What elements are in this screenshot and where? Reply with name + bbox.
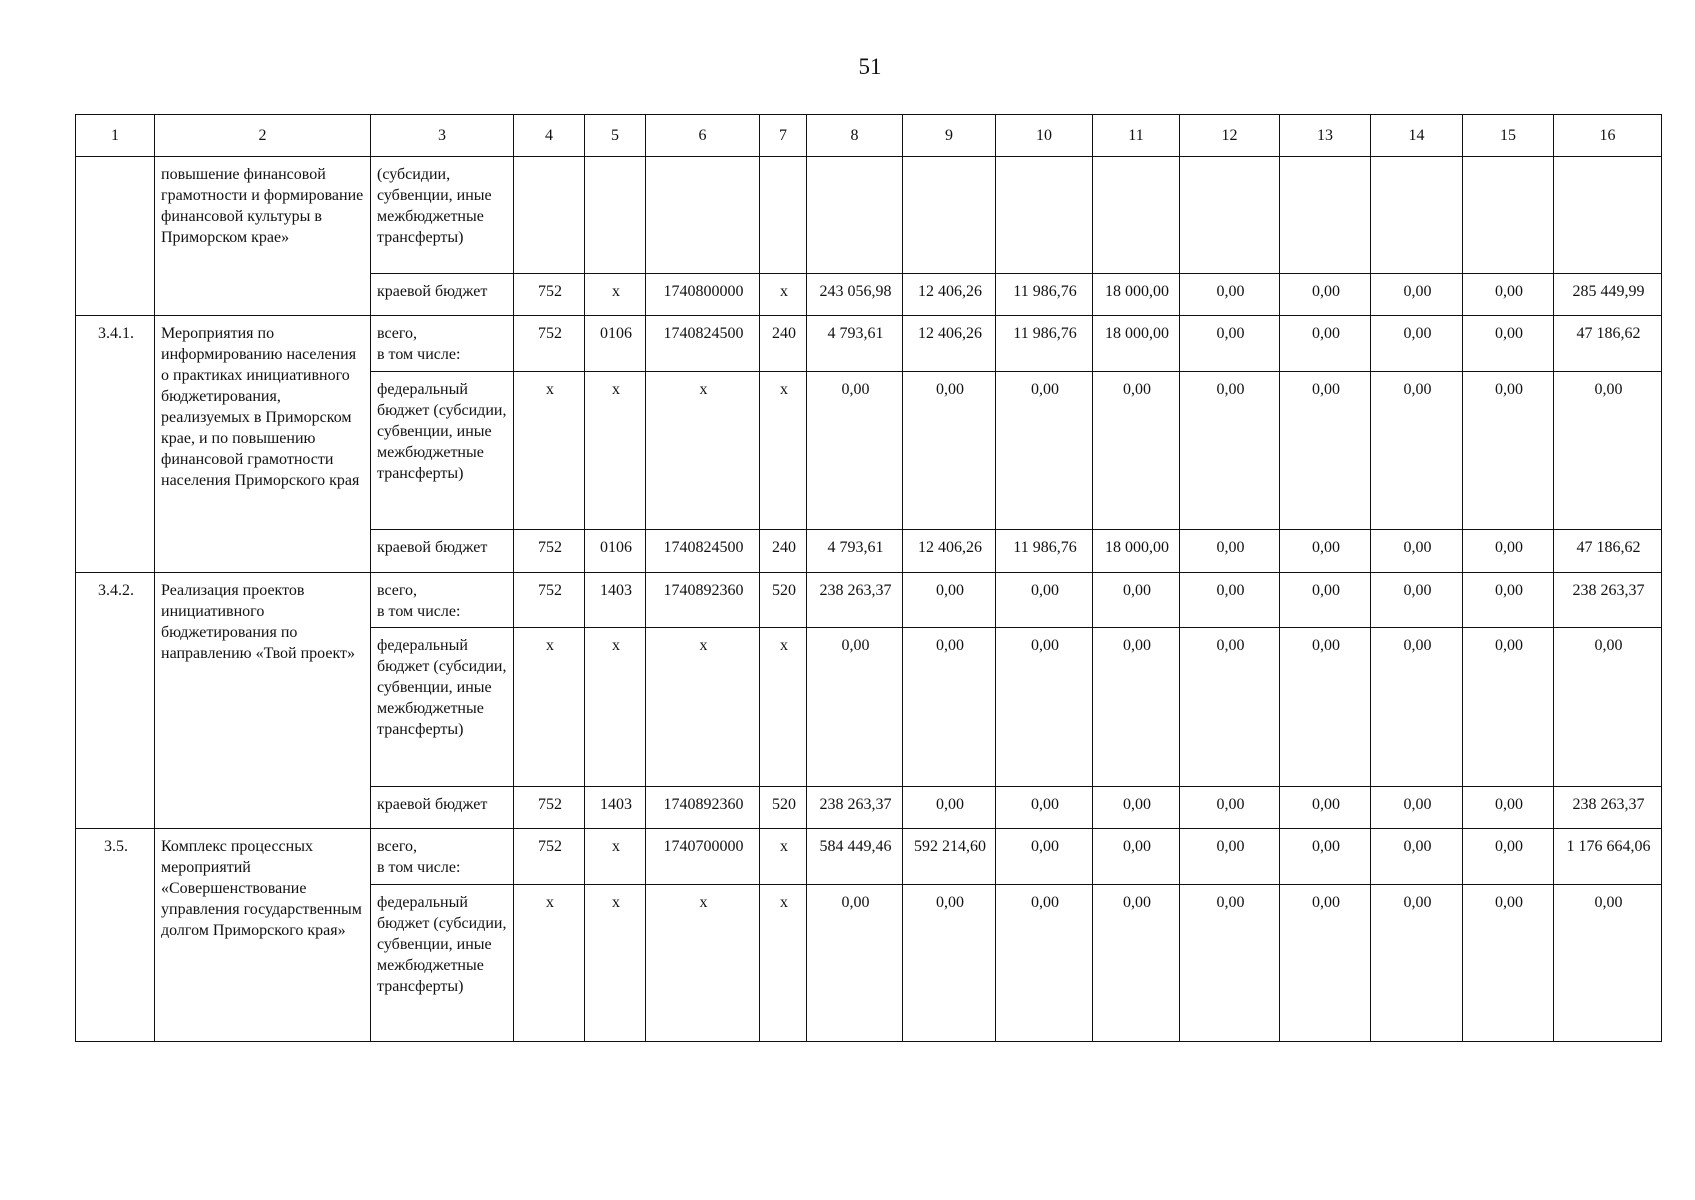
- item-name: Комплекс процессных мероприятий «Совершенствование управления государственным долгом Приморского края»: [155, 829, 371, 1042]
- column-header: 9: [903, 115, 996, 157]
- value-cell: 0,00: [1180, 530, 1280, 573]
- value-cell: 0,00: [1463, 372, 1554, 530]
- funding-source: федеральный бюджет (субсидии, субвенции, иные межбюджетные трансферты): [371, 372, 514, 530]
- value-cell: х: [760, 628, 807, 787]
- value-cell: 11 986,76: [996, 530, 1093, 573]
- value-cell: [1093, 157, 1180, 274]
- item-code: [76, 157, 155, 316]
- budget-table: [75, 114, 1662, 1042]
- value-cell: х: [514, 372, 585, 530]
- value-cell: 0,00: [1093, 787, 1180, 829]
- value-cell: 11 986,76: [996, 316, 1093, 372]
- value-cell: 4 793,61: [807, 530, 903, 573]
- table-row: [76, 157, 1662, 274]
- funding-source: краевой бюджет: [371, 274, 514, 316]
- value-cell: 0,00: [1463, 787, 1554, 829]
- value-cell: 0,00: [996, 787, 1093, 829]
- value-cell: х: [760, 274, 807, 316]
- value-cell: 18 000,00: [1093, 274, 1180, 316]
- column-header: 11: [1093, 115, 1180, 157]
- value-cell: 0,00: [807, 372, 903, 530]
- value-cell: 0,00: [1180, 885, 1280, 1042]
- value-cell: 0106: [585, 530, 646, 573]
- value-cell: 47 186,62: [1554, 316, 1662, 372]
- value-cell: 0,00: [903, 787, 996, 829]
- value-cell: [585, 157, 646, 274]
- value-cell: 0,00: [807, 628, 903, 787]
- value-cell: х: [760, 372, 807, 530]
- value-cell: 0,00: [1180, 628, 1280, 787]
- value-cell: 47 186,62: [1554, 530, 1662, 573]
- value-cell: [514, 157, 585, 274]
- value-cell: 0,00: [1280, 829, 1371, 885]
- value-cell: х: [514, 885, 585, 1042]
- funding-source: всего, в том числе:: [371, 573, 514, 628]
- page-number: 51: [858, 54, 882, 79]
- value-cell: 0,00: [1371, 829, 1463, 885]
- value-cell: 0,00: [1093, 885, 1180, 1042]
- column-header: 13: [1280, 115, 1371, 157]
- value-cell: 752: [514, 829, 585, 885]
- value-cell: 0106: [585, 316, 646, 372]
- value-cell: [1463, 157, 1554, 274]
- value-cell: 12 406,26: [903, 530, 996, 573]
- value-cell: 0,00: [996, 885, 1093, 1042]
- value-cell: 0,00: [1180, 573, 1280, 628]
- value-cell: 0,00: [996, 372, 1093, 530]
- value-cell: 18 000,00: [1093, 530, 1180, 573]
- item-name: Мероприятия по информированию населения о практиках инициативного бюджетирования, реализуемых в Приморском крае, и по повышению финансовой грамотности населения Приморского края: [155, 316, 371, 573]
- value-cell: 12 406,26: [903, 274, 996, 316]
- value-cell: [1554, 157, 1662, 274]
- value-cell: 0,00: [903, 372, 996, 530]
- value-cell: 0,00: [1463, 628, 1554, 787]
- funding-source: (субсидии, субвенции, иные межбюджетные трансферты): [371, 157, 514, 274]
- value-cell: 0,00: [1180, 316, 1280, 372]
- column-header: 4: [514, 115, 585, 157]
- value-cell: 238 263,37: [1554, 573, 1662, 628]
- value-cell: 0,00: [1093, 573, 1180, 628]
- value-cell: 0,00: [1280, 787, 1371, 829]
- column-header: 6: [646, 115, 760, 157]
- value-cell: 238 263,37: [1554, 787, 1662, 829]
- value-cell: 0,00: [1093, 628, 1180, 787]
- value-cell: 0,00: [1463, 316, 1554, 372]
- value-cell: х: [585, 829, 646, 885]
- item-name: Реализация проектов инициативного бюджетирования по направлению «Твой проект»: [155, 573, 371, 829]
- funding-source: всего, в том числе:: [371, 829, 514, 885]
- value-cell: 0,00: [1280, 628, 1371, 787]
- column-header: 1: [76, 115, 155, 157]
- value-cell: 238 263,37: [807, 787, 903, 829]
- value-cell: 0,00: [1371, 274, 1463, 316]
- value-cell: 1740824500: [646, 530, 760, 573]
- value-cell: 243 056,98: [807, 274, 903, 316]
- value-cell: 0,00: [1180, 372, 1280, 530]
- column-header: 8: [807, 115, 903, 157]
- value-cell: 584 449,46: [807, 829, 903, 885]
- value-cell: 0,00: [1463, 573, 1554, 628]
- value-cell: х: [646, 885, 760, 1042]
- column-header: 10: [996, 115, 1093, 157]
- value-cell: 0,00: [1463, 885, 1554, 1042]
- value-cell: 11 986,76: [996, 274, 1093, 316]
- value-cell: 238 263,37: [807, 573, 903, 628]
- value-cell: 4 793,61: [807, 316, 903, 372]
- value-cell: [903, 157, 996, 274]
- value-cell: 0,00: [1371, 316, 1463, 372]
- item-code: 3.5.: [76, 829, 155, 1042]
- value-cell: х: [760, 885, 807, 1042]
- value-cell: [1371, 157, 1463, 274]
- value-cell: 12 406,26: [903, 316, 996, 372]
- value-cell: х: [585, 372, 646, 530]
- item-code: 3.4.2.: [76, 573, 155, 829]
- value-cell: 520: [760, 787, 807, 829]
- value-cell: 0,00: [1371, 628, 1463, 787]
- value-cell: х: [585, 274, 646, 316]
- value-cell: 1403: [585, 573, 646, 628]
- value-cell: 0,00: [1371, 787, 1463, 829]
- value-cell: 0,00: [1371, 885, 1463, 1042]
- value-cell: [646, 157, 760, 274]
- value-cell: 1740824500: [646, 316, 760, 372]
- value-cell: 0,00: [1093, 829, 1180, 885]
- value-cell: 0,00: [1280, 885, 1371, 1042]
- value-cell: х: [646, 628, 760, 787]
- value-cell: 0,00: [1554, 372, 1662, 530]
- value-cell: 0,00: [996, 573, 1093, 628]
- column-header: 2: [155, 115, 371, 157]
- column-header: 5: [585, 115, 646, 157]
- value-cell: 0,00: [1280, 372, 1371, 530]
- value-cell: х: [760, 829, 807, 885]
- column-header: 16: [1554, 115, 1662, 157]
- column-header: 3: [371, 115, 514, 157]
- value-cell: 0,00: [1371, 372, 1463, 530]
- value-cell: х: [585, 885, 646, 1042]
- column-header: 14: [1371, 115, 1463, 157]
- header-row: [76, 115, 1662, 157]
- value-cell: 0,00: [1554, 885, 1662, 1042]
- table-row: [76, 573, 1662, 628]
- value-cell: 1740892360: [646, 573, 760, 628]
- table-body: [76, 115, 1662, 1042]
- value-cell: 0,00: [996, 628, 1093, 787]
- value-cell: 0,00: [903, 885, 996, 1042]
- funding-source: всего, в том числе:: [371, 316, 514, 372]
- funding-source: федеральный бюджет (субсидии, субвенции, иные межбюджетные трансферты): [371, 628, 514, 787]
- value-cell: 240: [760, 530, 807, 573]
- value-cell: х: [585, 628, 646, 787]
- value-cell: 752: [514, 787, 585, 829]
- value-cell: 0,00: [1093, 372, 1180, 530]
- value-cell: 0,00: [1180, 787, 1280, 829]
- value-cell: 752: [514, 274, 585, 316]
- value-cell: 0,00: [807, 885, 903, 1042]
- column-header: 15: [1463, 115, 1554, 157]
- value-cell: 285 449,99: [1554, 274, 1662, 316]
- value-cell: 0,00: [1463, 829, 1554, 885]
- value-cell: 0,00: [1554, 628, 1662, 787]
- value-cell: 0,00: [1463, 530, 1554, 573]
- value-cell: 1403: [585, 787, 646, 829]
- funding-source: федеральный бюджет (субсидии, субвенции, иные межбюджетные трансферты): [371, 885, 514, 1042]
- value-cell: 0,00: [1280, 316, 1371, 372]
- item-name: повышение финансовой грамотности и формирование финансовой культуры в Приморском крае»: [155, 157, 371, 316]
- value-cell: 0,00: [1280, 530, 1371, 573]
- value-cell: 0,00: [996, 829, 1093, 885]
- column-header: 12: [1180, 115, 1280, 157]
- value-cell: х: [646, 372, 760, 530]
- table-row: [76, 829, 1662, 885]
- value-cell: 1 176 664,06: [1554, 829, 1662, 885]
- value-cell: 1740700000: [646, 829, 760, 885]
- value-cell: 240: [760, 316, 807, 372]
- value-cell: 0,00: [1280, 274, 1371, 316]
- value-cell: 752: [514, 573, 585, 628]
- value-cell: 1740892360: [646, 787, 760, 829]
- table-row: [76, 316, 1662, 372]
- value-cell: х: [514, 628, 585, 787]
- value-cell: 0,00: [1180, 274, 1280, 316]
- item-code: 3.4.1.: [76, 316, 155, 573]
- column-header: 7: [760, 115, 807, 157]
- value-cell: 0,00: [903, 628, 996, 787]
- value-cell: 0,00: [1371, 573, 1463, 628]
- value-cell: 752: [514, 316, 585, 372]
- funding-source: краевой бюджет: [371, 530, 514, 573]
- value-cell: 520: [760, 573, 807, 628]
- value-cell: [1280, 157, 1371, 274]
- value-cell: [996, 157, 1093, 274]
- value-cell: [1180, 157, 1280, 274]
- value-cell: 1740800000: [646, 274, 760, 316]
- value-cell: [807, 157, 903, 274]
- value-cell: [760, 157, 807, 274]
- value-cell: 752: [514, 530, 585, 573]
- value-cell: 592 214,60: [903, 829, 996, 885]
- value-cell: 0,00: [1463, 274, 1554, 316]
- value-cell: 0,00: [1180, 829, 1280, 885]
- value-cell: 18 000,00: [1093, 316, 1180, 372]
- value-cell: 0,00: [1371, 530, 1463, 573]
- funding-source: краевой бюджет: [371, 787, 514, 829]
- value-cell: 0,00: [1280, 573, 1371, 628]
- value-cell: 0,00: [903, 573, 996, 628]
